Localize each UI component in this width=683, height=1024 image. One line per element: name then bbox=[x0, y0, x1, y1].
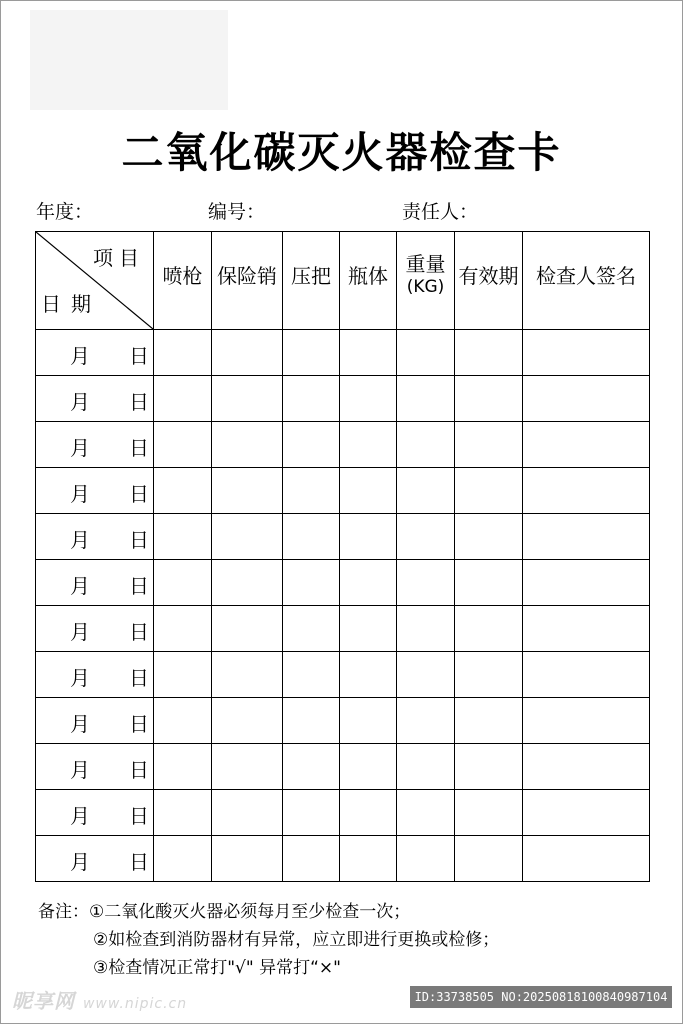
month-label: 月 bbox=[70, 344, 90, 368]
col-header-safety-pin bbox=[212, 232, 283, 330]
blank-check-cell bbox=[212, 790, 283, 836]
blank-check-cell bbox=[340, 790, 397, 836]
watermark-url: www.nipic.cn bbox=[82, 996, 188, 1012]
blank-check-cell bbox=[212, 560, 283, 606]
blank-check-cell bbox=[397, 698, 455, 744]
note-item: ①二氧化酸灭火器必须每月至少检查一次； bbox=[89, 902, 411, 922]
blank-check-cell bbox=[340, 422, 397, 468]
col-header-cylinder bbox=[340, 232, 397, 330]
diag-date-label: 日期 bbox=[41, 292, 101, 316]
day-label: 日 bbox=[129, 482, 149, 506]
blank-check-cell bbox=[340, 606, 397, 652]
col-header-weight bbox=[397, 232, 455, 330]
blank-check-cell bbox=[340, 836, 397, 882]
blank-check-cell bbox=[523, 836, 650, 882]
table-row bbox=[36, 652, 650, 698]
note-item: ③检查情况正常打"√" 异常打“×" bbox=[93, 958, 341, 978]
blank-check-cell bbox=[523, 376, 650, 422]
month-label: 月 bbox=[70, 850, 90, 874]
col-header-label: 保险销 bbox=[217, 264, 277, 288]
watermark-logo bbox=[12, 985, 187, 1014]
blank-check-cell bbox=[523, 744, 650, 790]
blank-check-cell bbox=[154, 698, 212, 744]
blank-check-cell bbox=[523, 698, 650, 744]
date-cell bbox=[36, 836, 154, 882]
blank-check-cell bbox=[154, 560, 212, 606]
blank-check-cell bbox=[283, 422, 340, 468]
blank-check-cell bbox=[397, 652, 455, 698]
blank-check-cell bbox=[283, 698, 340, 744]
month-label: 月 bbox=[70, 574, 90, 598]
date-cell bbox=[36, 376, 154, 422]
blank-check-cell bbox=[212, 836, 283, 882]
blank-check-cell bbox=[212, 652, 283, 698]
blank-check-cell bbox=[283, 514, 340, 560]
blank-check-cell bbox=[397, 376, 455, 422]
blank-check-cell bbox=[523, 560, 650, 606]
blank-check-cell bbox=[212, 376, 283, 422]
table-row bbox=[36, 790, 650, 836]
weight-unit-label: (KG) bbox=[406, 276, 445, 297]
col-header-label: 检查人签名 bbox=[536, 264, 636, 288]
blank-check-cell bbox=[455, 744, 523, 790]
month-label: 月 bbox=[70, 666, 90, 690]
blank-check-cell bbox=[212, 744, 283, 790]
blank-check-cell bbox=[212, 468, 283, 514]
blank-check-cell bbox=[283, 836, 340, 882]
month-label: 月 bbox=[70, 620, 90, 644]
blank-check-cell bbox=[455, 790, 523, 836]
col-header-label: 有效期 bbox=[458, 264, 519, 288]
date-cell bbox=[36, 422, 154, 468]
inspection-table bbox=[35, 231, 650, 882]
month-label: 月 bbox=[70, 482, 90, 506]
blank-check-cell bbox=[283, 376, 340, 422]
blank-check-cell bbox=[283, 330, 340, 376]
blank-check-cell bbox=[455, 698, 523, 744]
day-label: 日 bbox=[129, 666, 149, 690]
blank-check-cell bbox=[340, 514, 397, 560]
blank-check-cell bbox=[212, 514, 283, 560]
date-cell bbox=[36, 744, 154, 790]
blank-check-cell bbox=[455, 330, 523, 376]
blank-check-cell bbox=[212, 422, 283, 468]
blank-check-cell bbox=[397, 514, 455, 560]
blank-check-cell bbox=[154, 330, 212, 376]
month-label: 月 bbox=[70, 712, 90, 736]
day-label: 日 bbox=[129, 804, 149, 828]
blank-check-cell bbox=[523, 514, 650, 560]
blank-check-cell bbox=[340, 652, 397, 698]
blank-check-cell bbox=[340, 330, 397, 376]
blank-check-cell bbox=[283, 744, 340, 790]
blank-check-cell bbox=[397, 468, 455, 514]
col-header-handle bbox=[283, 232, 340, 330]
blank-check-cell bbox=[455, 652, 523, 698]
blank-check-cell bbox=[212, 698, 283, 744]
month-label: 月 bbox=[70, 390, 90, 414]
blank-check-cell bbox=[397, 330, 455, 376]
blank-check-cell bbox=[455, 606, 523, 652]
blank-check-cell bbox=[283, 790, 340, 836]
col-header-label: 重量 bbox=[405, 251, 446, 276]
note-item: ②如检查到消防器材有异常，应立即进行更换或检修； bbox=[93, 930, 500, 950]
table-row bbox=[36, 606, 650, 652]
date-cell bbox=[36, 330, 154, 376]
year-label: 年度： bbox=[36, 201, 94, 223]
month-label: 月 bbox=[70, 804, 90, 828]
blank-check-cell bbox=[154, 836, 212, 882]
blank-check-cell bbox=[154, 468, 212, 514]
blank-check-cell bbox=[397, 744, 455, 790]
diag-item-label: 项目 bbox=[93, 246, 145, 270]
blank-check-cell bbox=[523, 330, 650, 376]
blank-check-cell bbox=[455, 422, 523, 468]
blank-check-cell bbox=[283, 606, 340, 652]
table-row bbox=[36, 376, 650, 422]
blank-check-cell bbox=[523, 790, 650, 836]
date-cell bbox=[36, 606, 154, 652]
blank-check-cell bbox=[154, 422, 212, 468]
day-label: 日 bbox=[129, 850, 149, 874]
blank-check-cell bbox=[397, 606, 455, 652]
table-row bbox=[36, 836, 650, 882]
table-row bbox=[36, 330, 650, 376]
day-label: 日 bbox=[129, 758, 149, 782]
blank-check-cell bbox=[154, 606, 212, 652]
notes-prefix: 备注： bbox=[38, 902, 89, 922]
col-header-label: 压把 bbox=[291, 264, 331, 288]
blank-check-cell bbox=[455, 836, 523, 882]
owner-label: 责任人： bbox=[402, 201, 479, 223]
image-id-strip: ID:33738505 NO:20250818100840987104 bbox=[410, 986, 672, 1008]
blank-check-cell bbox=[154, 376, 212, 422]
table-row bbox=[36, 468, 650, 514]
blank-check-cell bbox=[523, 468, 650, 514]
blank-check-cell bbox=[397, 836, 455, 882]
date-cell bbox=[36, 560, 154, 606]
month-label: 月 bbox=[70, 528, 90, 552]
date-cell bbox=[36, 468, 154, 514]
table-row bbox=[36, 698, 650, 744]
blank-check-cell bbox=[154, 514, 212, 560]
day-label: 日 bbox=[129, 620, 149, 644]
date-cell bbox=[36, 652, 154, 698]
month-label: 月 bbox=[70, 758, 90, 782]
blank-check-cell bbox=[455, 560, 523, 606]
table-row bbox=[36, 422, 650, 468]
blank-check-cell bbox=[340, 698, 397, 744]
watermark-brand: 昵享网 bbox=[12, 989, 75, 1013]
header-row bbox=[36, 232, 650, 330]
diagonal-header-cell bbox=[36, 232, 154, 330]
blank-check-cell bbox=[283, 468, 340, 514]
blank-check-cell bbox=[340, 376, 397, 422]
table-row bbox=[36, 744, 650, 790]
number-label: 编号： bbox=[208, 201, 266, 223]
notes-block bbox=[38, 898, 499, 982]
blank-check-cell bbox=[397, 422, 455, 468]
table-row bbox=[36, 514, 650, 560]
day-label: 日 bbox=[129, 574, 149, 598]
note-line-1 bbox=[38, 898, 499, 926]
blank-check-cell bbox=[340, 744, 397, 790]
table-row bbox=[36, 560, 650, 606]
day-label: 日 bbox=[129, 390, 149, 414]
blank-check-cell bbox=[154, 744, 212, 790]
blank-check-cell bbox=[523, 422, 650, 468]
note-line-2 bbox=[38, 926, 499, 954]
col-header-label: 喷枪 bbox=[162, 264, 203, 288]
blank-check-cell bbox=[283, 560, 340, 606]
col-header-nozzle bbox=[154, 232, 212, 330]
day-label: 日 bbox=[129, 528, 149, 552]
blank-check-cell bbox=[340, 468, 397, 514]
month-label: 月 bbox=[70, 436, 90, 460]
col-header-validity bbox=[455, 232, 523, 330]
blank-check-cell bbox=[455, 376, 523, 422]
date-cell bbox=[36, 514, 154, 560]
blank-check-cell bbox=[154, 790, 212, 836]
col-header-label: 瓶体 bbox=[348, 264, 388, 288]
blank-check-cell bbox=[154, 652, 212, 698]
page-title: 二氧化碳灭火器检查卡 bbox=[121, 128, 562, 177]
blank-check-cell bbox=[455, 514, 523, 560]
day-label: 日 bbox=[129, 344, 149, 368]
blank-check-cell bbox=[212, 330, 283, 376]
note-line-3 bbox=[38, 954, 499, 982]
blank-check-cell bbox=[523, 652, 650, 698]
date-cell bbox=[36, 790, 154, 836]
day-label: 日 bbox=[129, 436, 149, 460]
blank-check-cell bbox=[523, 606, 650, 652]
blank-check-cell bbox=[283, 652, 340, 698]
col-header-inspector-signature bbox=[523, 232, 650, 330]
blank-check-cell bbox=[340, 560, 397, 606]
blank-check-cell bbox=[455, 468, 523, 514]
day-label: 日 bbox=[129, 712, 149, 736]
blank-check-cell bbox=[397, 560, 455, 606]
blank-check-cell bbox=[397, 790, 455, 836]
blank-check-cell bbox=[212, 606, 283, 652]
blank-corner-block bbox=[30, 10, 228, 110]
date-cell bbox=[36, 698, 154, 744]
